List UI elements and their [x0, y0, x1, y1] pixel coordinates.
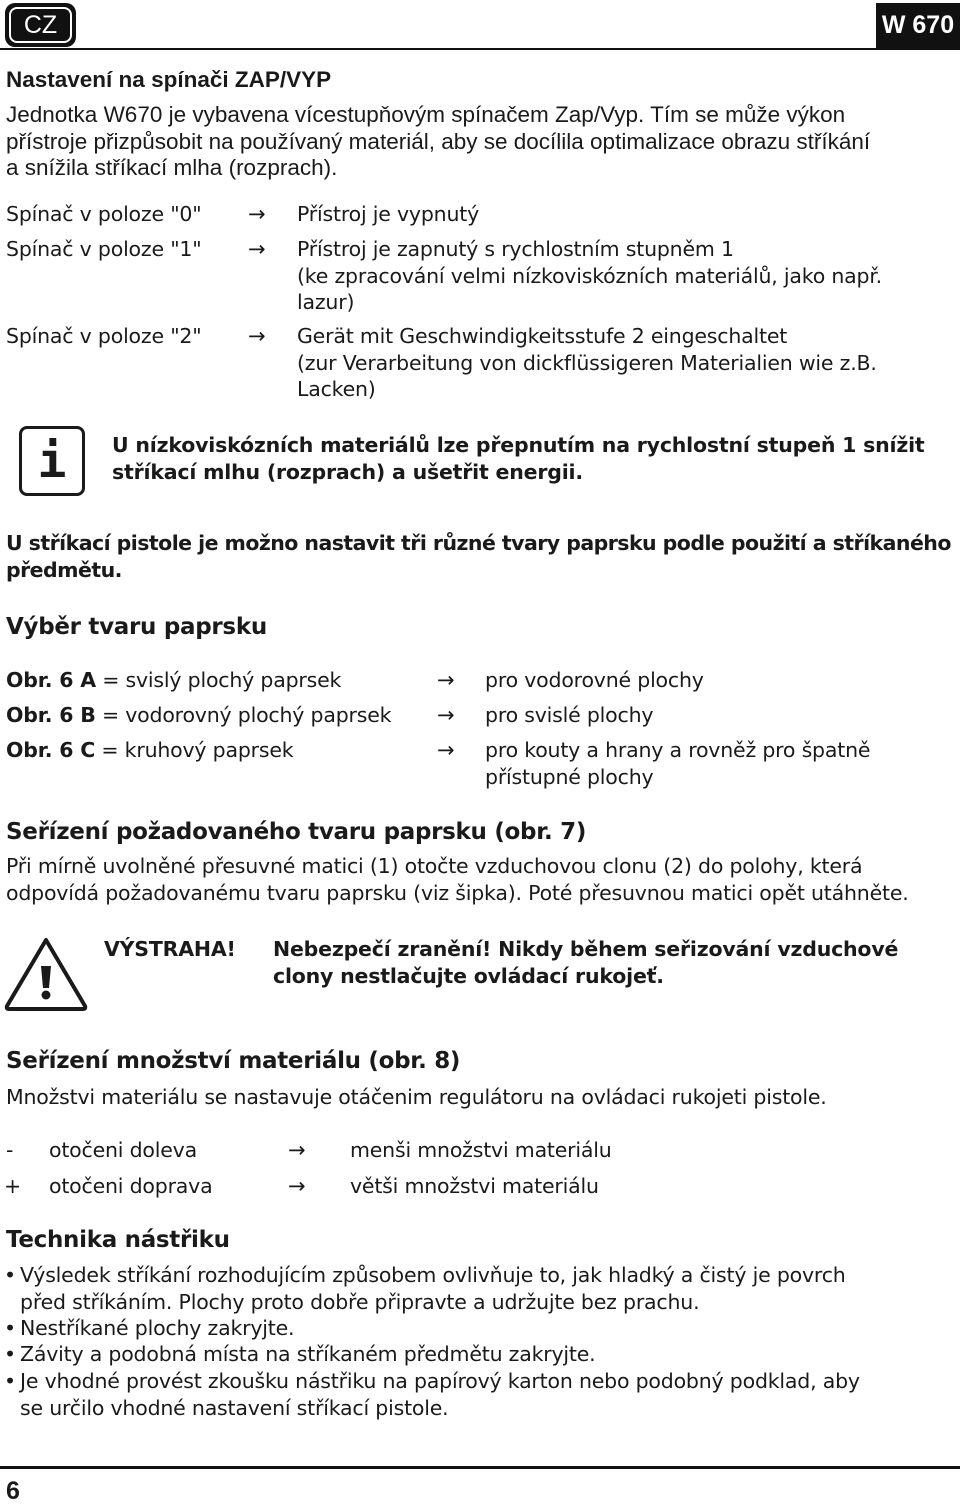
- turn-right-action: otočeni doprava: [49, 1174, 213, 1198]
- bullet-icon: •: [4, 1316, 16, 1340]
- section-heading-technique: Technika nástřiku: [6, 1227, 230, 1253]
- description-line: (ke zpracování velmi nízkoviskózních materiálů, jako např.: [297, 263, 882, 288]
- description-line: (zur Verarbeitung von dickflüssigeren Materialien wie z.B.: [297, 350, 877, 375]
- technique-item: [20, 1368, 860, 1421]
- section-heading-material-amount: Seřízení množství materiálu (obr. 8): [6, 1048, 461, 1074]
- header-rule: [0, 48, 960, 50]
- section-heading-beam: Výběr tvaru paprsku: [6, 614, 267, 640]
- figure-ref: Obr. 6 B: [6, 703, 96, 727]
- bullet-icon: •: [4, 1369, 16, 1393]
- footer-rule: [0, 1466, 960, 1469]
- arrow-icon: →: [437, 703, 455, 727]
- section-heading-adjust-beam: Seřízení požadovaného tvaru paprsku (obr. 7): [6, 819, 587, 845]
- description-line: Přístroj je vypnutý: [297, 202, 480, 226]
- switch-position-0-description: [297, 201, 479, 228]
- switch-position-2-description: [297, 323, 877, 403]
- figure-ref: Obr. 6 A: [6, 668, 96, 692]
- arrow-icon: →: [437, 738, 455, 762]
- beam-description: = kruhový paprsek: [95, 738, 294, 762]
- paragraph-line: přístroje přizpůsobit na používaný materiál, aby se docílila optimalizace obrazu stříkání: [6, 128, 871, 154]
- switch-position-1-label: Spínač v poloze "1": [6, 237, 202, 261]
- warning-line: Nebezpečí zranění! Nikdy během seřizování vzduchové: [273, 937, 899, 961]
- info-icon-glyph: i: [37, 433, 67, 489]
- technique-item: Závity a podobná místa na stříkaném předmětu zakryjte.: [20, 1342, 596, 1366]
- beam-option-b: [6, 702, 391, 729]
- note-line: předmětu.: [6, 557, 122, 582]
- figure-ref: Obr. 6 C: [6, 738, 96, 762]
- arrow-icon: →: [288, 1138, 306, 1162]
- arrow-icon: →: [248, 237, 266, 261]
- note-line: U nízkoviskózních materiálů lze přepnutím na rychlostní stupeň 1 snížit: [112, 433, 925, 457]
- section-heading-switch: Nastavení na spínači ZAP/VYP: [6, 67, 332, 92]
- info-icon: [19, 426, 85, 496]
- note-line: U stříkací pistole je možno nastavit tři různé tvary paprsku podle použití a stříkaného: [6, 531, 951, 555]
- switch-intro-paragraph: [6, 102, 870, 182]
- switch-position-1-description: [297, 236, 882, 316]
- arrow-icon: →: [288, 1174, 306, 1198]
- beam-description: = svislý plochý paprsek: [95, 668, 342, 692]
- more-material-result: větši množstvi materiálu: [350, 1174, 599, 1198]
- pistol-beam-note: [6, 530, 951, 583]
- turn-left-action: otočeni doleva: [49, 1138, 197, 1162]
- beam-description: = vodorovný plochý paprsek: [95, 703, 392, 727]
- bullet-icon: •: [4, 1342, 16, 1366]
- beam-option-b-target: pro svislé plochy: [485, 703, 654, 727]
- description-line: lazur): [297, 290, 355, 314]
- beam-option-a-target: pro vodorovné plochy: [485, 668, 704, 692]
- plus-sign: +: [4, 1174, 21, 1198]
- minus-sign: -: [6, 1138, 14, 1162]
- warning-line: clony nestlačujte ovládací rukojeť.: [273, 963, 664, 988]
- warning-text: [273, 936, 898, 989]
- paragraph-line: a snížila stříkací mlha (rozprach).: [6, 155, 338, 180]
- technique-item: [20, 1262, 846, 1315]
- warning-triangle-icon: [4, 936, 88, 1012]
- language-code: CZ: [9, 7, 72, 43]
- technique-item: Nestříkané plochy zakryjte.: [20, 1316, 295, 1340]
- description-line: Přístroj je zapnutý s rychlostním stupněm 1: [297, 237, 734, 261]
- paragraph-line: Při mírně uvolněné přesuvné matici (1) otočte vzduchovou clonu (2) do polohy, která: [6, 854, 863, 878]
- item-line: Výsledek stříkání rozhodujícím způsobem ovlivňuje to, jak hladký a čistý je povrch: [20, 1263, 846, 1287]
- switch-position-2-label: Spínač v poloze "2": [6, 324, 202, 348]
- info-note: [112, 432, 925, 485]
- bullet-icon: •: [4, 1263, 16, 1287]
- item-line: se určilo vhodné nastavení stříkací pistole.: [20, 1395, 449, 1420]
- arrow-icon: →: [248, 324, 266, 348]
- note-line: stříkací mlhu (rozprach) a ušetřit energii.: [112, 459, 583, 484]
- description-line: Lacken): [297, 377, 376, 401]
- less-material-result: menši množstvi materiálu: [350, 1138, 612, 1162]
- warning-label: VÝSTRAHA!: [104, 937, 236, 961]
- beam-option-c-target: [485, 737, 870, 790]
- paragraph-line: odpovídá požadovanému tvaru paprsku (viz šipka). Poté přesuvnou matici opět utáhněte.: [6, 880, 909, 905]
- beam-option-a: [6, 667, 341, 694]
- material-amount-paragraph: Množstvi materiálu se nastavuje otáčenim regulátoru na ovládaci rukojeti pistole.: [6, 1085, 827, 1109]
- paragraph-line: Jednotka W670 je vybavena vícestupňovým spínačem Zap/Vyp. Tím se může výkon: [6, 102, 846, 127]
- beam-option-c: [6, 737, 293, 764]
- switch-position-0-label: Spínač v poloze "0": [6, 202, 202, 226]
- model-badge: W 670: [876, 3, 960, 48]
- item-line: Je vhodné provést zkoušku nástřiku na papírový karton nebo podobný podklad, aby: [20, 1369, 860, 1393]
- target-line: pro kouty a hrany a rovněž pro špatně: [485, 738, 871, 762]
- item-line: před stříkáním. Plochy proto dobře připravte a udržujte bez prachu.: [20, 1289, 700, 1314]
- description-line: Gerät mit Geschwindigkeitsstufe 2 eingeschaltet: [297, 324, 788, 348]
- target-line: přístupné plochy: [485, 764, 654, 789]
- arrow-icon: →: [437, 668, 455, 692]
- adjust-beam-paragraph: [6, 853, 909, 906]
- page-number: 6: [6, 1477, 20, 1505]
- arrow-icon: →: [248, 202, 266, 226]
